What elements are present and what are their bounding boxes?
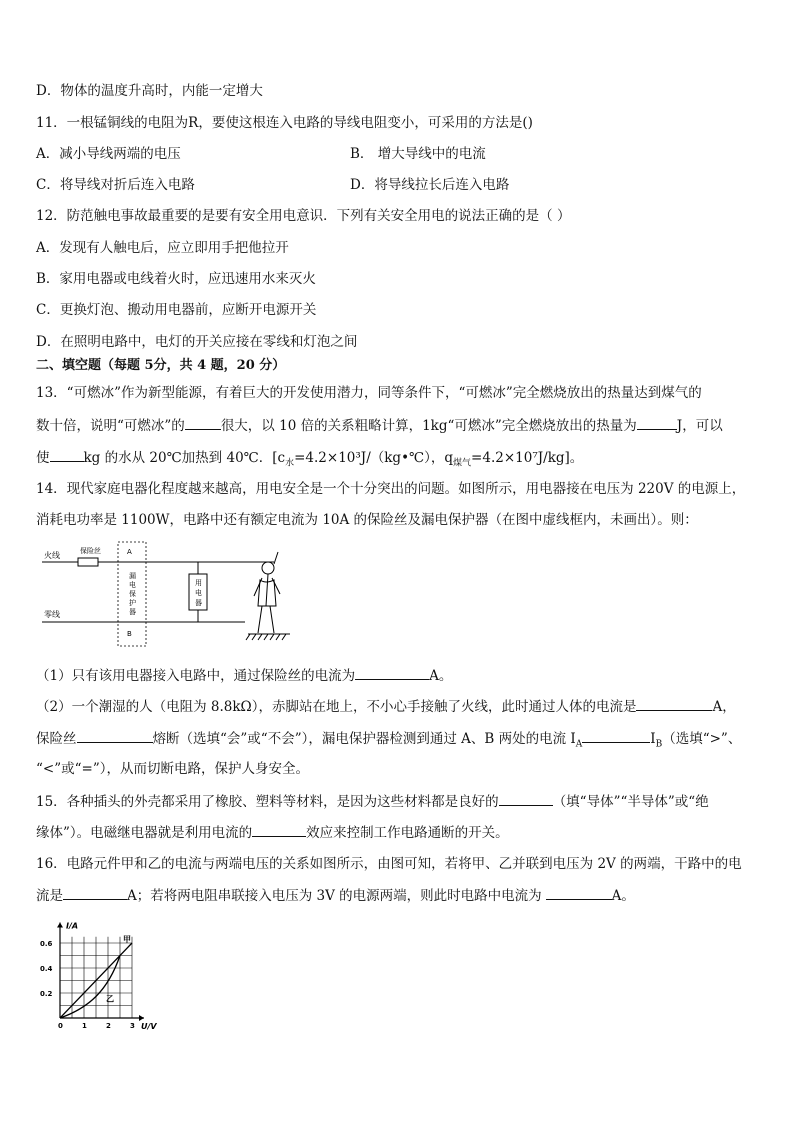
q11-options-row1 (36, 145, 486, 163)
question-16-line1: 16．电路元件甲和乙的电流与两端电压的关系如图所示，由图可知，若将甲、乙并联到电压为 2V 的两端，干路中的电 (36, 856, 742, 872)
q14p2-text-a: （2）一个潮湿的人（电阻为 8.8kΩ），赤脚站在地上，不小心手接触了火线，此时通过人体的电流是 (36, 699, 637, 715)
q14p2-sub-a: A (575, 739, 583, 750)
q14p1-text: （1）只有该用电器接入电路中，通过保险丝的电流为 (36, 668, 356, 684)
q14p2-sub-b: B (655, 739, 663, 750)
y-axis-label: I/A (66, 921, 79, 931)
q16-blank-2[interactable] (546, 886, 612, 900)
protector-char-4: 护 (129, 599, 136, 607)
q14p2-blank-1[interactable] (636, 697, 712, 711)
x-axis-label: U/V (141, 1022, 157, 1031)
protector-char-2: 电 (129, 581, 136, 589)
q14p2-text-c: 熔断（选填“会”或“不会”），漏电保护器检测到通过 A、B 两处的电流 I (152, 731, 576, 747)
protector-char-5: 器 (129, 608, 136, 616)
q13-text-a: 数十倍，说明“可燃冰”的 (36, 418, 185, 434)
q11-option-d[interactable]: D．将导线拉长后连入电路 (350, 177, 510, 193)
q13-text-b: 很大，以 10 倍的关系粗略计算，1kg“可燃冰”完全燃烧放出的热量为 (220, 418, 637, 434)
q13-text-c: J，可以 (676, 418, 723, 434)
q11-options-row2 (36, 176, 510, 194)
point-a-label: A (127, 548, 132, 556)
question-14-line1: 14．现代家庭电器化程度越来越高，用电安全是一个十分突出的问题。如图所示，用电器接在电压为 220V 的电源上， (36, 481, 746, 497)
q13-blank-1[interactable] (185, 416, 221, 430)
current-voltage-chart (38, 910, 168, 1032)
q14p2-text-d: I (650, 731, 656, 747)
question-15-line1 (36, 792, 709, 811)
question-11: 11．一根锰铜线的电阻为R，要使这根连入电路的导线电阻变小，可采用的方法是() (36, 115, 533, 131)
q12-option-a[interactable]: A．发现有人触电后，应立即用手把他拉开 (36, 240, 289, 256)
q14p2-blank-2[interactable] (77, 729, 153, 743)
series-jia-label: 甲 (123, 935, 131, 944)
q14p2-blank-3[interactable] (582, 729, 650, 743)
y-tick-label: 0.4 (40, 965, 53, 973)
fuse-label: 保险丝 (80, 547, 101, 555)
q15-text-a: 15．各种插头的外壳都采用了橡胶、塑料等材料，是因为这些材料都是良好的 (36, 794, 499, 810)
question-16-line2 (36, 886, 635, 905)
option-d-prev: D．物体的温度升高时，内能一定增大 (36, 83, 263, 99)
q16-blank-1[interactable] (63, 886, 127, 900)
q14-part2-line1 (36, 697, 736, 716)
x-tick-label: 3 (130, 1022, 135, 1030)
q16-text-b: A；若将两电阻串联接入电压为 3V 的电源两端，则此时电路中电流为 (127, 888, 542, 904)
q13-text-d: 使 (36, 450, 50, 466)
q14p2-unit: A， (712, 699, 736, 715)
q15-text-c: 缘体”）。电磁继电器就是利用电流的 (36, 825, 253, 841)
q13-text-e: kg 的水从 20℃加热到 40℃．[c (83, 450, 286, 466)
q15-blank-1[interactable] (499, 792, 553, 806)
question-13-line2 (36, 416, 723, 435)
q14p2-text-e: （选填“>”、 (662, 731, 742, 747)
q11-option-a[interactable]: A．减小导线两端的电压 (36, 146, 181, 162)
x-tick-label: 1 (82, 1022, 87, 1030)
question-13-line3 (36, 448, 583, 473)
y-axis-arrow (57, 923, 63, 928)
q13-sub-water: 水 (285, 458, 295, 469)
question-14-line2: 消耗电功率是 1100W，电路中还有额定电流为 10A 的保险丝及漏电保护器（在图中虚线框内，未画出）。则： (36, 512, 698, 528)
q14p2-text-b: 保险丝 (36, 731, 77, 747)
q14p1-unit: A。 (429, 668, 453, 684)
q14p1-blank[interactable] (355, 666, 429, 680)
appliance-label (195, 579, 202, 607)
point-b-label: B (127, 630, 132, 638)
q13-blank-2[interactable] (637, 416, 677, 430)
appliance-char-3: 器 (195, 599, 202, 607)
question-15-line2 (36, 823, 509, 842)
neutral-wire-label: 零线 (44, 610, 60, 619)
x-tick-label: 2 (106, 1022, 111, 1030)
person-figure (246, 552, 290, 640)
q11-option-b[interactable]: B． 增大导线中的电流 (350, 146, 486, 162)
q13-text-g: =4.2×10⁷J/kg]。 (471, 450, 584, 466)
protector-label (129, 571, 136, 616)
q16-text-c: A。 (611, 888, 635, 904)
q15-text-b: （填“导体”“半导体”或“绝 (552, 794, 709, 810)
appliance-char-1: 用 (195, 579, 202, 587)
fuse-symbol (78, 558, 98, 566)
protector-char-1: 漏 (129, 572, 136, 580)
x-axis-arrow (139, 1015, 144, 1021)
question-12: 12．防范触电事故最重要的是要有安全用电意识．下列有关安全用电的说法正确的是（ ） (36, 208, 571, 224)
y-tick-label: 0.2 (40, 990, 53, 998)
q12-option-c[interactable]: C．更换灯泡、搬动用电器前，应断开电源开关 (36, 302, 317, 318)
series-yi-label: 乙 (106, 994, 114, 1004)
protector-char-3: 保 (129, 590, 136, 598)
appliance-char-2: 电 (195, 589, 202, 597)
x-tick-label: 0 (58, 1022, 63, 1030)
q13-blank-3[interactable] (50, 448, 84, 462)
q12-option-b[interactable]: B．家用电器或电线着火时，应迅速用水来灭火 (36, 271, 316, 287)
q13-text-f: =4.2×10³J/（kg•℃），q (294, 450, 454, 466)
section-fill-in-heading: 二、填空题（每题 5分，共 4 题，20 分） (36, 358, 286, 373)
q16-text-a: 流是 (36, 888, 63, 904)
q14-part2-line3: “<”或“=”），从而切断电路，保护人身安全。 (36, 761, 309, 777)
q14-part1 (36, 666, 452, 685)
question-13-line1: 13．“可燃冰”作为新型能源，有着巨大的开发使用潜力，同等条件下，“可燃冰”完全燃烧放出的热量达到煤气的 (36, 385, 702, 401)
live-wire-label: 火线 (44, 551, 60, 560)
q14-part2-line2 (36, 729, 741, 754)
q11-option-c[interactable]: C．将导线对折后连入电路 (36, 177, 195, 193)
circuit-diagram (40, 538, 300, 648)
q12-option-d[interactable]: D．在照明电路中，电灯的开关应接在零线和灯泡之间 (36, 334, 358, 350)
q15-text-d: 效应来控制工作电路通断的开关。 (306, 825, 509, 841)
q13-sub-gas: 煤气 (453, 458, 472, 469)
q15-blank-2[interactable] (252, 823, 306, 837)
y-tick-label: 0.6 (40, 940, 53, 948)
